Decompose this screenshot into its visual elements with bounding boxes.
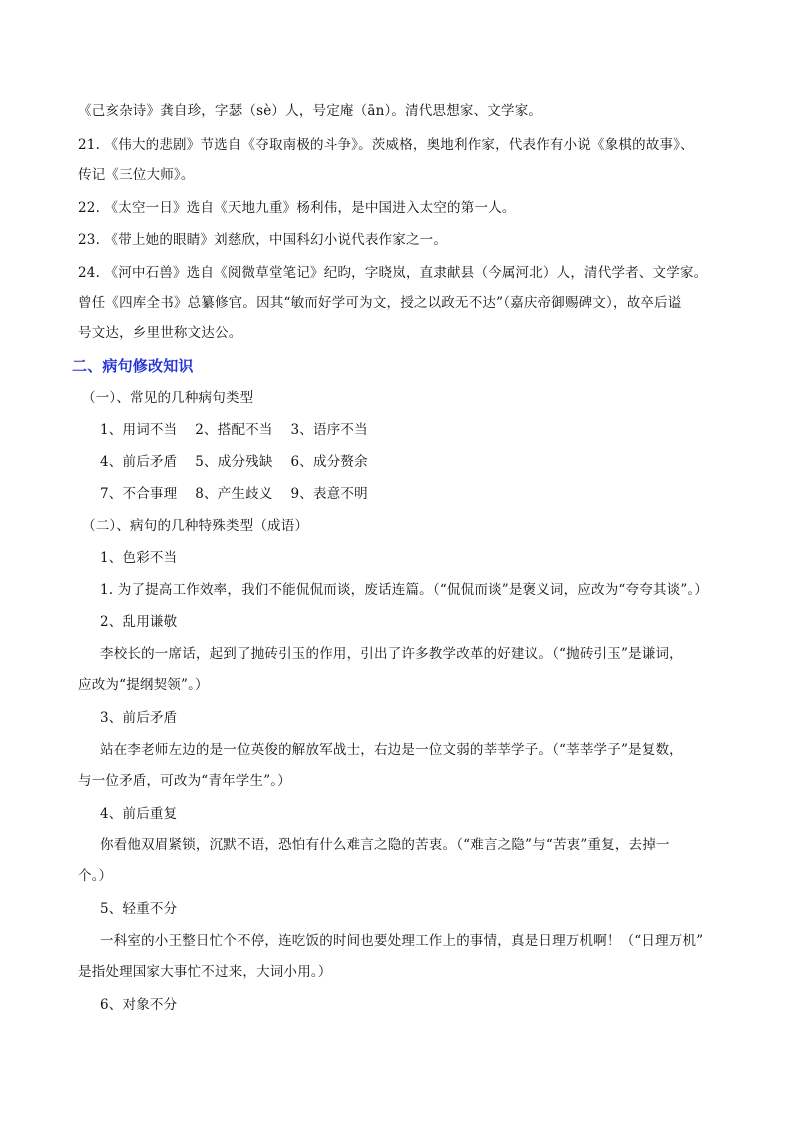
text-line: 李校长的一席话，起到了抛砖引玉的作用，引出了许多教学改革的好建议。（“抛砖引玉”是谦词， xyxy=(100,646,683,662)
subsection-heading: （二）、病句的几种特殊类型（成语） xyxy=(82,518,309,534)
text-line: 传记《三位大师》。 xyxy=(78,167,195,183)
text-line: 21. 《伟大的悲剧》节选自《夺取南极的斗争》。茨威格，奥地利作家，代表作有小说《象棋的故事》、 xyxy=(78,137,694,153)
item-heading: 6、对象不分 xyxy=(100,997,178,1013)
text-line: 应改为“提纲契领”。） xyxy=(78,677,209,693)
text-line: 是指处理国家大事忙不过来，大词小用。） xyxy=(78,964,332,980)
text-line: 曾任《四库全书》总纂修官。因其“敏而好学可为文，授之以政无不达”（嘉庆帝御赐碑文），故卒后谥 xyxy=(78,295,682,311)
text-line: 个。） xyxy=(78,868,113,884)
text-line: 《己亥杂诗》龚自珍，字瑟（sè）人，号定庵（ān）。清代思想家、文学家。 xyxy=(78,103,543,119)
text-line: 号文达，乡里世称文达公。 xyxy=(78,325,243,341)
list-line: 1、用词不当 2、搭配不当 3、语序不当 xyxy=(100,422,368,438)
text-line: 你看他双眉紧锁，沉默不语，恐怕有什么难言之隐的苦衷。（“难言之隐”与“苦衷”重复，去掉一 xyxy=(100,837,670,853)
list-line: 4、前后矛盾 5、成分残缺 6、成分赘余 xyxy=(100,454,368,470)
item-heading: 4、前后重复 xyxy=(100,806,178,822)
text-line: 22. 《太空一日》选自《天地九重》杨利伟，是中国进入太空的第一人。 xyxy=(78,200,516,216)
text-line: 24. 《河中石兽》选自《阅微草堂笔记》纪昀，字晓岚，直隶献县（今属河北）人，清代学者、文学家。 xyxy=(78,265,708,281)
text-line: 站在李老师左边的是一位英俊的解放军战士，右边是一位文弱的莘莘学子。（“莘莘学子”是复数， xyxy=(100,742,683,758)
text-line: 与一位矛盾，可改为“青年学生”。） xyxy=(78,773,291,789)
item-heading: 5、轻重不分 xyxy=(100,901,178,917)
item-heading: 2、乱用谦敬 xyxy=(100,614,178,630)
text-line: 1. 为了提高工作效率，我们不能侃侃而谈，废话连篇。（“侃侃而谈”是褒义词，应改为“夸夸其谈”。） xyxy=(100,582,709,598)
subsection-heading: （一）、常见的几种病句类型 xyxy=(82,390,254,406)
list-line: 7、不合事理 8、产生歧义 9、表意不明 xyxy=(100,486,368,502)
text-line: 23. 《带上她的眼睛》刘慈欣，中国科幻小说代表作家之一。 xyxy=(78,232,448,248)
item-heading: 3、前后矛盾 xyxy=(100,710,178,726)
text-line: 一科室的小王整日忙个不停，连吃饭的时间也要处理工作上的事情，真是日理万机啊！（“日理万机” xyxy=(100,933,704,949)
item-heading: 1、色彩不当 xyxy=(100,550,178,566)
section-heading: 二、病句修改知识 xyxy=(72,357,194,375)
